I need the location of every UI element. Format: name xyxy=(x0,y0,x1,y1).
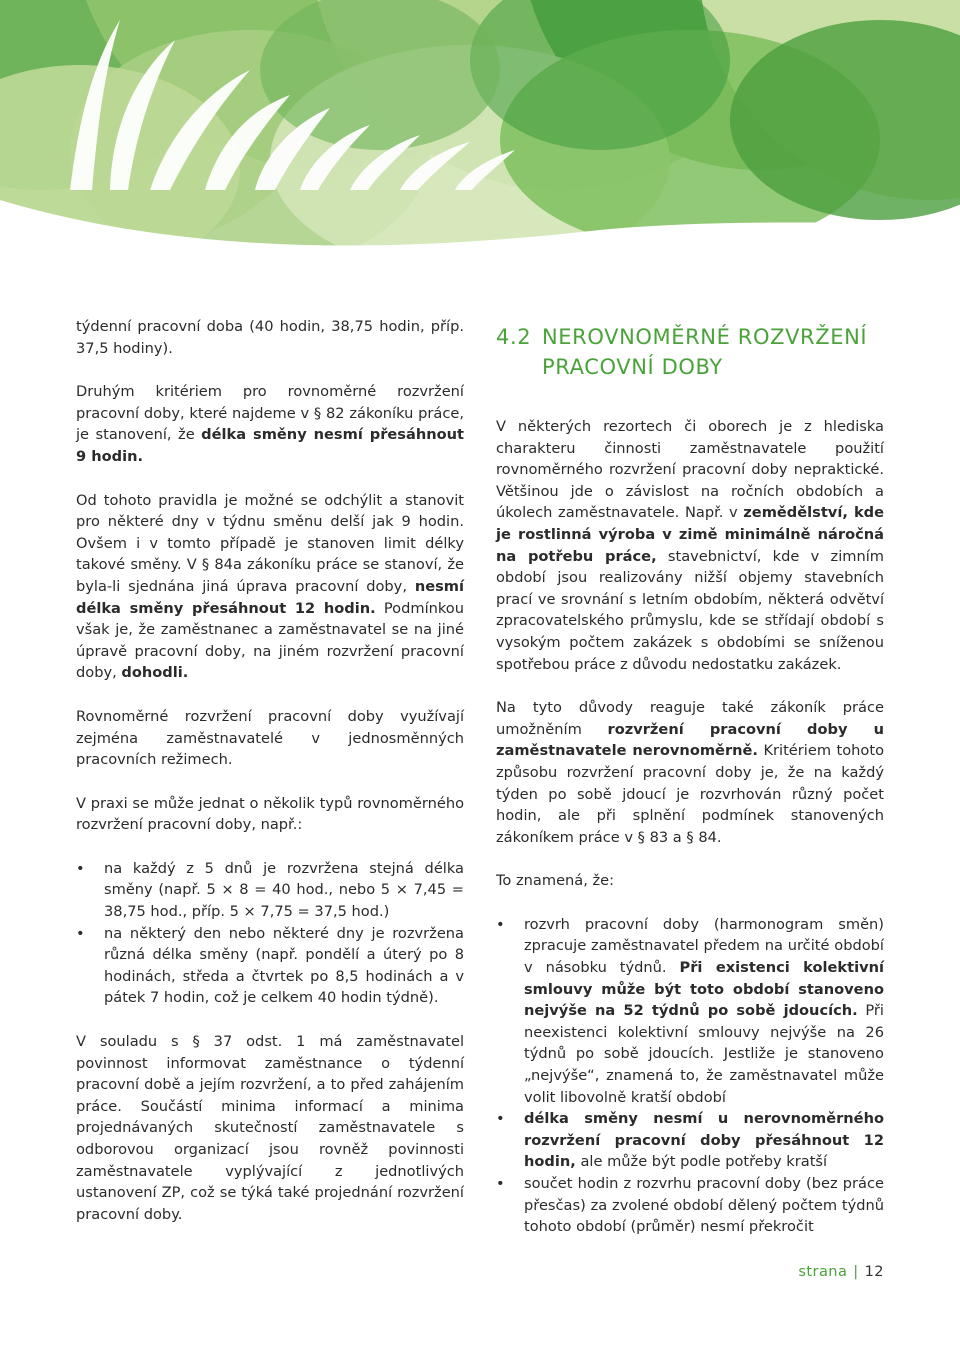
header-decoration xyxy=(0,0,960,300)
separator: | xyxy=(853,1263,859,1280)
paragraph: Druhým kritériem pro rovnoměrné rozvržení pracovní doby, které najdeme v § 82 zákoníku práce, je stanovení, že délka směny nesmí přesáhnout 9 hodin. xyxy=(76,383,465,465)
emphasis: dohodli. xyxy=(121,664,189,682)
paragraph: V praxi se může jednat o několik typů rovnoměrného rozvržení pracovní doby, např.: xyxy=(76,794,464,834)
emphasis: rozvržení pracovní doby u zaměstnavatele nerovnoměrně. xyxy=(496,720,884,760)
section-heading xyxy=(496,322,884,382)
page-label: strana xyxy=(798,1263,848,1280)
page-number: 12 xyxy=(864,1263,884,1280)
bullet-list xyxy=(496,914,884,1238)
page-footer xyxy=(798,1263,884,1280)
list-item: • na každý z 5 dnů je rozvržena stejná délka směny (např. 5 × 8 = 40 hod., nebo 5 × 7,45 = 38,75 hod., příp. 5 × 7,75 = 37,5 hod.) xyxy=(76,858,464,923)
list-item: • součet hodin z rozvrhu pracovní doby (bez práce přesčas) za zvolené období dělený počtem týdnů tohoto období (průměr) nesmí překročit xyxy=(496,1173,884,1238)
list-item: • rozvrh pracovní doby (harmonogram směn) zpracuje zaměstnavatel předem na určité období v násobku týdnů. Při existenci kolektivní smlouvy může být toto období stanoveno nejvýše na 52 týdnů po sobě jdoucích. Při neexistenci kolektivní smlouvy nejvýše na 26 týdnů po sobě jdoucích. Jestliže je stanoveno „nejvýše“, znamená to, že zaměstnavatel může volit libovolně kratší období xyxy=(496,914,884,1108)
heading-line-2: PRACOVNÍ DOBY xyxy=(542,355,723,379)
left-column xyxy=(76,316,464,1247)
paragraph: V souladu s § 37 odst. 1 má zaměstnavatel povinnost informovat zaměstnance o týdenní pracovní době a jejím rozvržení, a to před zahájením práce. Součástí minima informací a minima projednávaných skutečností zaměstnavatele s odborovou organizací jsou rovněž povinnosti zaměstnavatele vyplývající z jednotlivých ustanovení ZP, což se týká také projednání rozvržení pracovní doby. xyxy=(76,1033,464,1223)
heading-line-1: NEROVNOMĚRNÉ ROZVRŽENÍ xyxy=(542,325,868,349)
paragraph: Rovnoměrné rozvržení pracovní doby využívají zejména zaměstnavatelé v jednosměnných pracovních režimech. xyxy=(76,707,464,769)
paragraph: Na tyto důvody reaguje také zákoník práce umožněním rozvržení pracovní doby u zaměstnavatele nerovnoměrně. Kritériem tohoto způsobu rozvržení pracovní doby je, že na každý týden po sobě jdoucí je rozvrhován různý počet hodin, ale při splnění podmínek stanovených zákoníkem práce v § 83 a § 84. xyxy=(496,699,884,846)
bullet-list xyxy=(76,858,464,1009)
emphasis: délka směny nesmí u nerovnoměrného rozvržení pracovní doby přesáhnout 12 hodin, xyxy=(524,1110,884,1171)
list-item: • délka směny nesmí u nerovnoměrného rozvržení pracovní doby přesáhnout 12 hodin, ale může být podle potřeby kratší xyxy=(496,1108,884,1173)
right-column xyxy=(496,316,884,1260)
emphasis: nesmí délka směny přesáhnout 12 hodin. xyxy=(76,577,464,617)
paragraph: To znamená, že: xyxy=(496,872,615,890)
emphasis: zemědělství, kde je rostlinná výroba v zimě minimálně náročná na potřebu práce, xyxy=(496,504,884,565)
paragraph: V některých rezortech či oborech je z hlediska charakteru činnosti zaměstnavatele použití rovnoměrného rozvržení pracovní doby nepraktické. Většinou jde o závislost na ročních obdobích a úkolech zaměstnavatele. Např. v zemědělství, kde je rostlinná výroba v zimě minimálně náročná na potřebu práce, stavebnictví, kde v zimním období jsou realizovány nižší objemy stavebních prací ve srovnání s letním obdobím, některá odvětví zpracovatelského průmyslu, kde se střídají období s vysokým počtem zakázek s obdobími se sníženou spotřebou práce z důvodu nedostatku zakázek. xyxy=(496,418,884,673)
list-item: • na některý den nebo některé dny je rozvržena různá délka směny (např. pondělí a úterý po 8 hodinách, středa a čtvrtek po 8,5 hodinách a v pátek 7 hodin, což je celkem 40 hodin týdně). xyxy=(76,923,464,1009)
section-number: 4.2 xyxy=(496,325,532,349)
paragraph: týdenní pracovní doba (40 hodin, 38,75 hodin, příp. 37,5 hodiny). xyxy=(76,318,464,357)
emphasis: délka směny nesmí přesáhnout 9 hodin. xyxy=(76,426,465,465)
emphasis: Při existenci kolektivní smlouvy může být toto období stanoveno nejvýše na 52 týdnů po sobě jdoucích. xyxy=(524,959,884,1020)
paragraph: Od tohoto pravidla je možné se odchýlit a stanovit pro některé dny v týdnu směnu delší jak 9 hodin. Ovšem i v tomto případě je stanoven limit délky takové směny. V § 84a zákoníku práce se stanoví, že byla-li sjednána jiná úprava pracovní doby, nesmí délka směny přesáhnout 12 hodin. Podmínkou však je, že zaměstnanec a zaměstnavatel se na jiné úpravě pracovní doby, na jiném rozvržení pracovní doby, dohodli. xyxy=(76,491,464,682)
